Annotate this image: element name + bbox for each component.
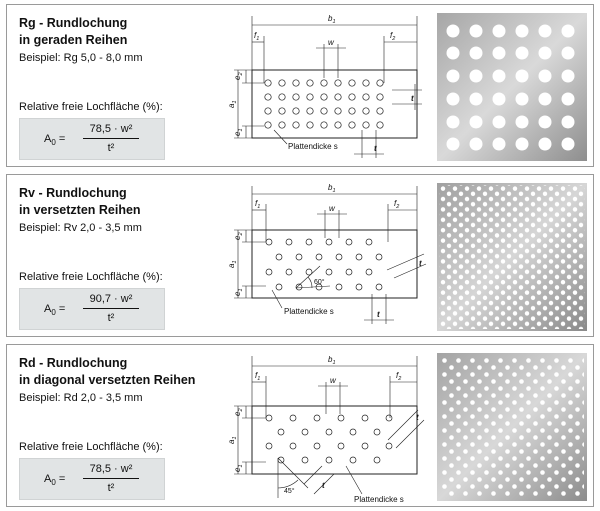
formula-numerator: 90,7 · w² bbox=[89, 293, 133, 305]
section-rd bbox=[6, 344, 594, 507]
relative-area-label: Relative freie Lochfläche (%): bbox=[19, 441, 163, 453]
fraction-bar bbox=[83, 138, 139, 139]
dim-e2: $e_2$ bbox=[233, 72, 244, 80]
technical-drawing bbox=[212, 178, 430, 336]
dim-w: w bbox=[330, 376, 336, 385]
dim-f1: $f_1$ bbox=[255, 371, 261, 382]
hole-grid bbox=[266, 415, 392, 463]
dim-t-lower: t bbox=[374, 144, 377, 153]
title-line-2: in geraden Reihen bbox=[19, 33, 128, 47]
dim-e1: $e_1$ bbox=[233, 288, 244, 296]
plate-holes bbox=[440, 356, 584, 498]
relative-area-label: Relative freie Lochfläche (%): bbox=[19, 101, 163, 113]
formula-lhs: $A_0$ = bbox=[44, 473, 66, 488]
formula-box bbox=[19, 118, 165, 160]
fraction-bar bbox=[83, 308, 139, 309]
example-text: Beispiel: Rd 2,0 - 3,5 mm bbox=[19, 392, 143, 404]
dim-b1: $b_1$ bbox=[328, 14, 336, 25]
dim-angle: 45° bbox=[284, 488, 295, 495]
formula-box bbox=[19, 288, 165, 330]
perforated-plate-image bbox=[437, 183, 587, 331]
plate-thickness-label: Plattendicke s bbox=[288, 142, 338, 151]
title-line-2: in diagonal versetzten Reihen bbox=[19, 373, 196, 387]
relative-area-label: Relative freie Lochfläche (%): bbox=[19, 271, 163, 283]
dim-a1: $a_1$ bbox=[227, 436, 238, 444]
dim-e1: $e_1$ bbox=[233, 128, 244, 136]
dim-t: t bbox=[416, 413, 419, 422]
perforated-plate-image bbox=[437, 13, 587, 161]
formula-numerator: 78,5 · w² bbox=[89, 123, 133, 135]
section-rg bbox=[6, 4, 594, 167]
dim-e2: $e_2$ bbox=[233, 408, 244, 416]
title-line-1: Rv - Rundlochung bbox=[19, 186, 127, 200]
dim-f2: $f_2$ bbox=[390, 31, 396, 42]
formula-denominator: t² bbox=[107, 312, 115, 324]
dim-f2: $f_2$ bbox=[396, 371, 402, 382]
dim-a1: $a_1$ bbox=[227, 100, 238, 108]
title-line-1: Rg - Rundlochung bbox=[19, 16, 128, 30]
perforated-plate-image bbox=[437, 353, 587, 501]
dim-t-lower: t bbox=[322, 481, 325, 490]
plate-thickness-label: Plattendicke s bbox=[354, 495, 404, 504]
formula-numerator: 78,5 · w² bbox=[89, 463, 133, 475]
title-line-2: in versetzten Reihen bbox=[19, 203, 141, 217]
dim-f2: $f_2$ bbox=[394, 199, 400, 210]
plate-thickness-label: Plattendicke s bbox=[284, 307, 334, 316]
dim-t: t bbox=[419, 259, 422, 268]
section-title bbox=[19, 355, 195, 389]
dim-a1: $a_1$ bbox=[227, 260, 238, 268]
dim-w: w bbox=[329, 204, 335, 213]
section-rv bbox=[6, 174, 594, 337]
dim-t-lower: t bbox=[377, 310, 380, 319]
formula-denominator: t² bbox=[107, 482, 115, 494]
dim-w: w bbox=[328, 38, 334, 47]
formula-lhs: $A_0$ = bbox=[44, 303, 66, 318]
dim-angle: 60° bbox=[314, 279, 325, 286]
example-text: Beispiel: Rg 5,0 - 8,0 mm bbox=[19, 52, 143, 64]
plate-holes bbox=[439, 185, 585, 329]
fraction-bar bbox=[83, 478, 139, 479]
title-line-1: Rd - Rundlochung bbox=[19, 356, 128, 370]
technical-drawing bbox=[212, 348, 430, 506]
dim-b1: $b_1$ bbox=[328, 183, 336, 194]
dim-f1: $f_1$ bbox=[255, 199, 261, 210]
dim-e2: $e_2$ bbox=[233, 232, 244, 240]
formula-lhs: $A_0$ = bbox=[44, 133, 66, 148]
section-title bbox=[19, 185, 141, 219]
dim-b1: $b_1$ bbox=[328, 355, 336, 366]
formula-box bbox=[19, 458, 165, 500]
example-text: Beispiel: Rv 2,0 - 3,5 mm bbox=[19, 222, 142, 234]
hole-grid bbox=[265, 80, 383, 128]
dim-e1: $e_1$ bbox=[233, 464, 244, 472]
technical-drawing bbox=[212, 8, 430, 166]
dim-f1: $f_1$ bbox=[254, 31, 260, 42]
dim-t: t bbox=[411, 94, 414, 103]
section-title bbox=[19, 15, 127, 49]
formula-denominator: t² bbox=[107, 142, 115, 154]
